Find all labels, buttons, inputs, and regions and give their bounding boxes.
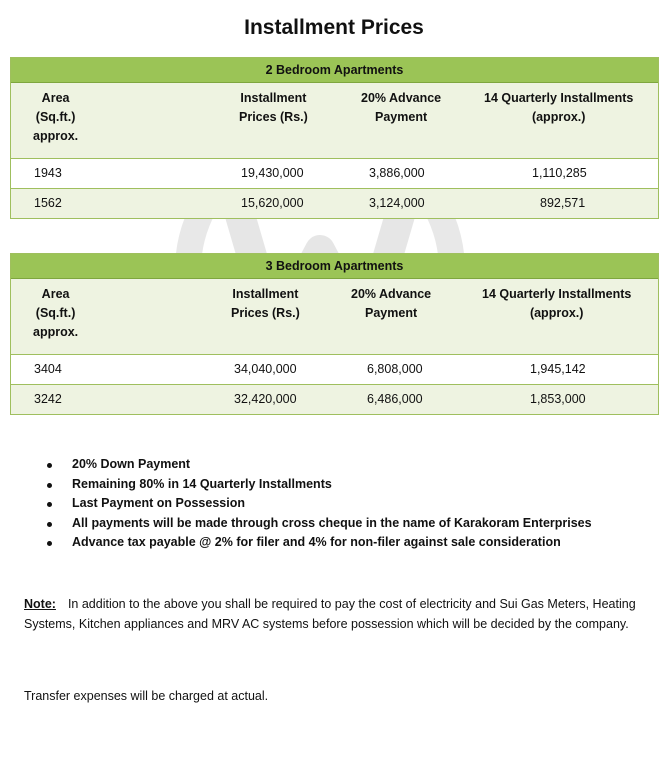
cell-installment-price: 32,420,000 xyxy=(234,392,297,406)
cell-quarterly-installment: 1,110,285 xyxy=(532,166,587,180)
column-header-installment-price: Installment Prices (Rs.) xyxy=(239,91,308,124)
table-row xyxy=(11,355,658,384)
table-row xyxy=(11,188,658,218)
table-row xyxy=(11,159,658,188)
table-heading: 3 Bedroom Apartments xyxy=(11,254,658,279)
payment-terms-list xyxy=(44,455,592,553)
list-item: All payments will be made through cross cheque in the name of Karakoram Enterprises xyxy=(44,514,592,534)
column-header-advance-payment: 20% Advance Payment xyxy=(361,91,442,124)
list-item: Remaining 80% in 14 Quarterly Installments xyxy=(44,475,592,495)
list-item: Advance tax payable @ 2% for filer and 4% for non-filer against sale consideration xyxy=(44,533,592,553)
cell-area: 3404 xyxy=(34,362,62,376)
list-item: 20% Down Payment xyxy=(44,455,592,475)
column-header-area: Area (Sq.ft.) approx. xyxy=(33,91,79,143)
cell-area: 1562 xyxy=(34,196,62,210)
note-paragraph xyxy=(24,594,644,634)
cell-area: 1943 xyxy=(34,166,62,180)
table-heading: 2 Bedroom Apartments xyxy=(11,58,658,83)
transfer-expenses-text: Transfer expenses will be charged at actual. xyxy=(24,689,269,703)
column-header-quarterly-installments: 14 Quarterly Installments (approx.) xyxy=(482,287,632,320)
table-row xyxy=(11,384,658,414)
cell-advance-payment: 6,486,000 xyxy=(367,392,423,406)
column-headers xyxy=(11,83,658,159)
cell-installment-price: 34,040,000 xyxy=(234,362,297,376)
column-header-advance-payment: 20% Advance Payment xyxy=(351,287,432,320)
cell-installment-price: 15,620,000 xyxy=(241,196,304,210)
cell-quarterly-installment: 1,853,000 xyxy=(530,392,586,406)
cell-area: 3242 xyxy=(34,392,62,406)
column-header-installment-price: Installment Prices (Rs.) xyxy=(231,287,300,320)
cell-installment-price: 19,430,000 xyxy=(241,166,304,180)
note-label: Note: xyxy=(24,597,56,611)
cell-advance-payment: 6,808,000 xyxy=(367,362,423,376)
page-title: Installment Prices xyxy=(244,16,424,39)
note-text: In addition to the above you shall be required to pay the cost of electricity and Sui Gas Meters, Heating Systems, Kitchen appliances and MRV AC systems before possession which will be decided by the company. xyxy=(24,597,636,631)
list-item: Last Payment on Possession xyxy=(44,494,592,514)
table-2-bedroom xyxy=(10,57,659,219)
column-header-quarterly-installments: 14 Quarterly Installments (approx.) xyxy=(484,91,634,124)
table-3-bedroom xyxy=(10,253,659,415)
cell-quarterly-installment: 1,945,142 xyxy=(530,362,586,376)
cell-advance-payment: 3,886,000 xyxy=(369,166,425,180)
cell-advance-payment: 3,124,000 xyxy=(369,196,425,210)
column-headers xyxy=(11,279,658,355)
column-header-area: Area (Sq.ft.) approx. xyxy=(33,287,79,339)
cell-quarterly-installment: 892,571 xyxy=(540,196,586,210)
